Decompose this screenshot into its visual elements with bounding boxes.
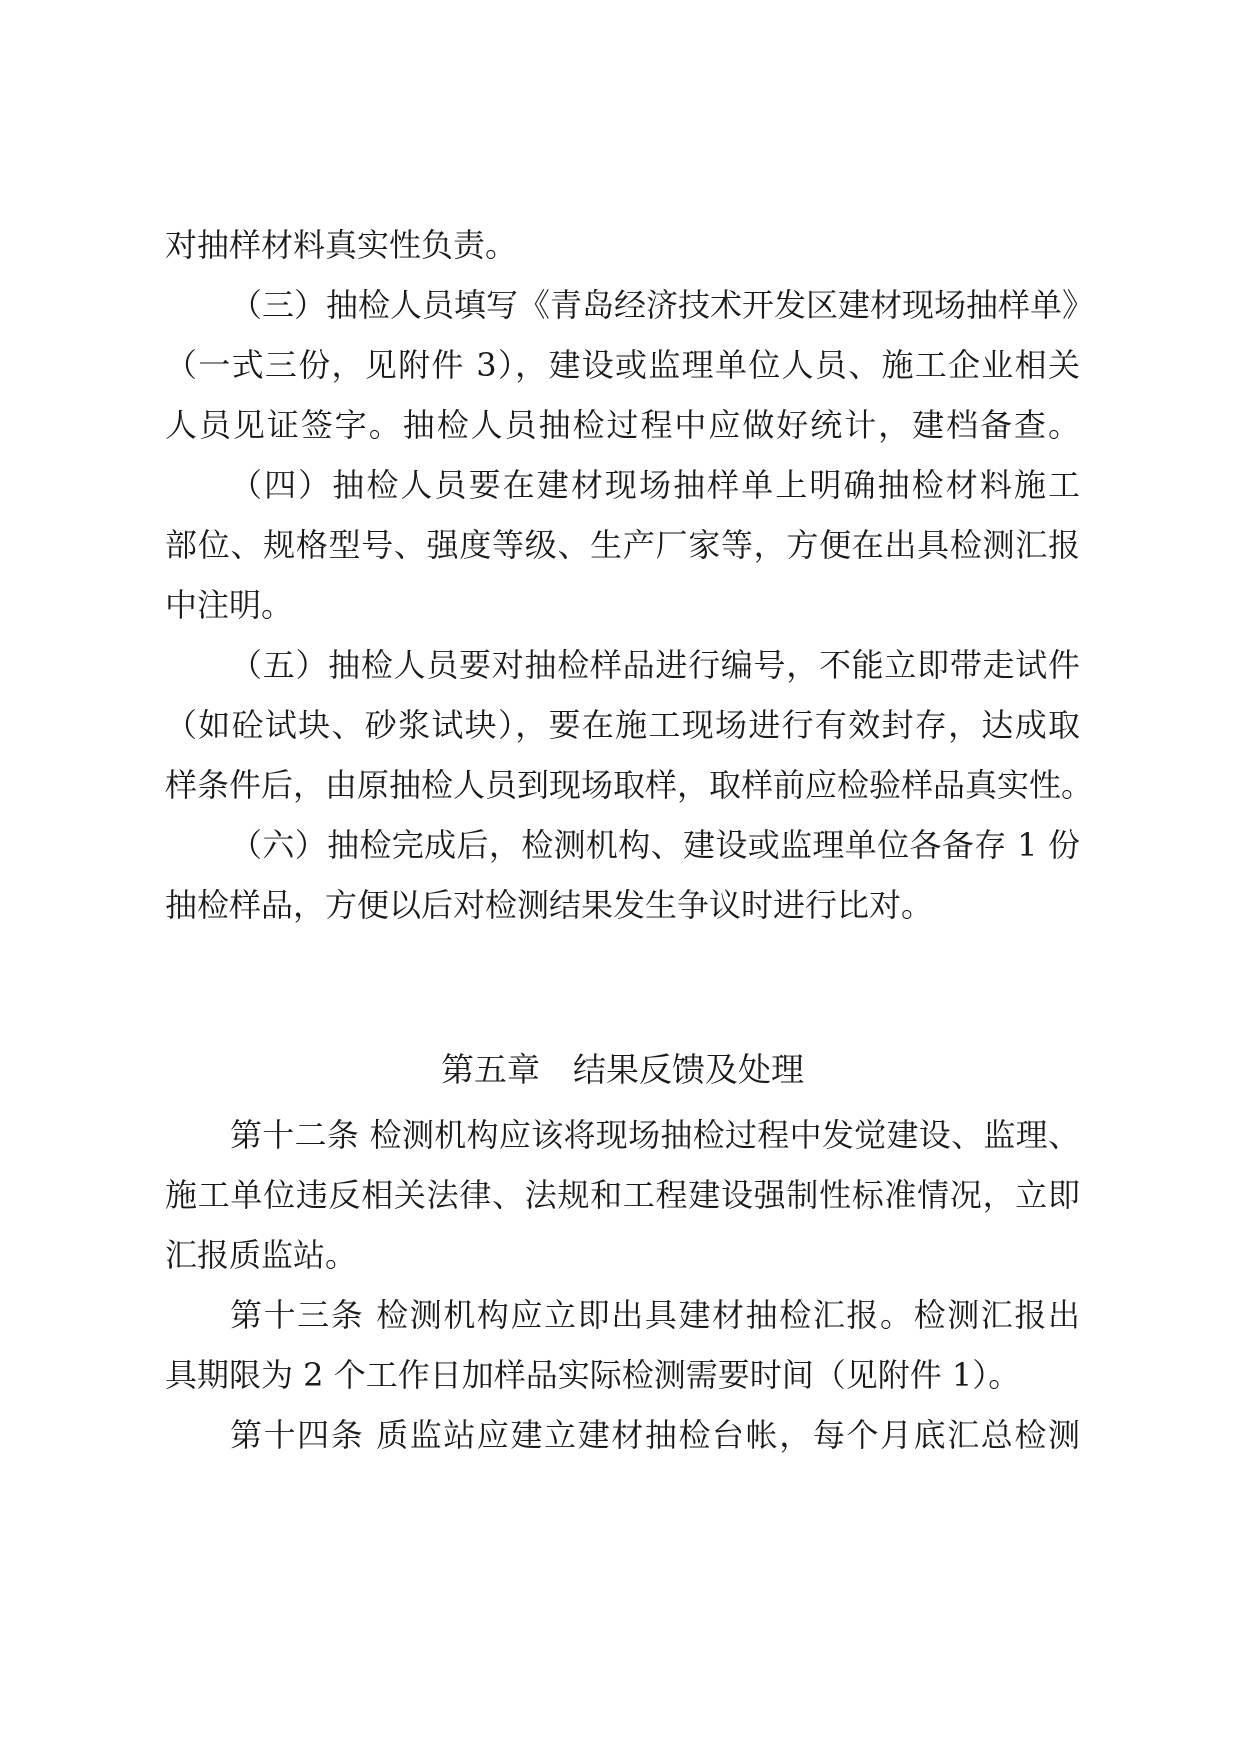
paragraph-line: 对抽样材料真实性负责。: [165, 226, 518, 264]
paragraph-line: 汇报质监站。: [165, 1236, 358, 1274]
paragraph-line: （五）抽检人员要对抽检样品进行编号，不能立即带走试件: [230, 646, 1080, 684]
paragraph-line: （如砼试块、砂浆试块），要在施工现场进行有效封存，达成取: [165, 706, 1080, 744]
paragraph-line: （三）抽检人员填写《青岛经济技术开发区建材现场抽样单》: [230, 286, 1095, 324]
paragraph-line: 样条件后，由原抽检人员到现场取样，取样前应检验样品真实性。: [165, 766, 1094, 804]
paragraph-line: 中注明。: [165, 586, 294, 624]
paragraph-line: 人员见证签字。抽检人员抽检过程中应做好统计，建档备查。: [165, 406, 1080, 444]
paragraph-line: （六）抽检完成后，检测机构、建设或监理单位各备存 1 份: [230, 826, 1080, 864]
paragraph-line: 部位、规格型号、强度等级、生产厂家等，方便在出具检测汇报: [165, 526, 1080, 564]
paragraph-line: 抽检样品，方便以后对检测结果发生争议时进行比对。: [165, 886, 934, 924]
paragraph-line: 第十四条 质监站应建立建材抽检台帐，每个月底汇总检测: [230, 1416, 1080, 1454]
paragraph-line: 第十三条 检测机构应立即出具建材抽检汇报。检测汇报出: [230, 1296, 1080, 1334]
paragraph-line: 第十二条 检测机构应该将现场抽检过程中发觉建设、监理、: [230, 1116, 1080, 1154]
paragraph-line: 具期限为 2 个工作日加样品实际检测需要时间（见附件 1）。: [165, 1356, 1021, 1394]
paragraph-line: 施工单位违反相关法律、法规和工程建设强制性标准情况，立即: [165, 1176, 1080, 1214]
chapter-heading: 第五章 结果反馈及处理: [441, 1050, 804, 1089]
paragraph-line: （一式三份，见附件 3），建设或监理单位人员、施工企业相关: [165, 346, 1080, 384]
paragraph-line: （四）抽检人员要在建材现场抽样单上明确抽检材料施工: [230, 466, 1080, 504]
